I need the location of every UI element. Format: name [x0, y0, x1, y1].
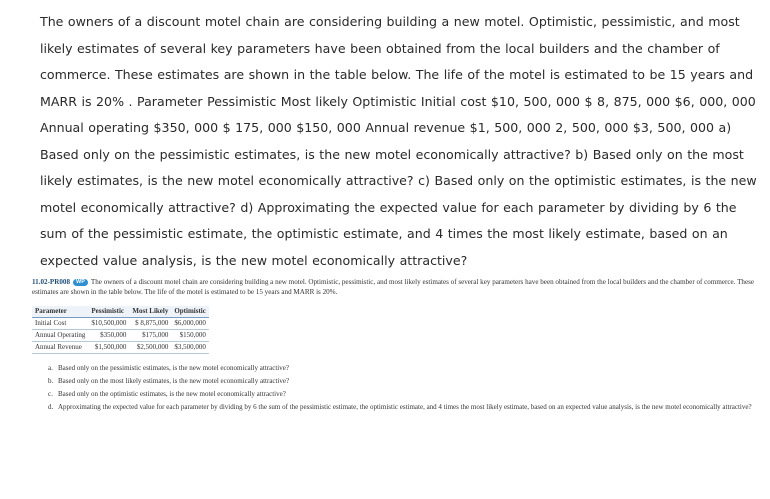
- sub-question: [48, 364, 760, 373]
- table-row: [32, 318, 209, 330]
- row-label: Initial Cost: [32, 318, 88, 330]
- problem-intro-text: The owners of a discount motel chain are considering building a new motel. Optimistic, pessimistic, and most likely estimates of several key parameters have been obtained from the local builders and the chamber of commerce. These estimates are shown in the table below. The life of the motel is estimated to be 15 years and MARR is 20%.: [32, 278, 755, 296]
- table-row: [32, 342, 209, 354]
- question-text: The owners of a discount motel chain are considering building a new motel. Optimistic, pessimistic, and most likely estimates of several key parameters have been obtained from the local builders and the chamber of commerce. These estimates are shown in the table below. The life of the motel is estimated to be 15 years and MARR is 20% . Parameter Pessimistic Most likely Optimistic Initial cost $10, 500, 000 $ 8, 875, 000 $6, 000, 000 Annual operating $350, 000 $ 175, 000 $150, 000 Annual revenue $1, 500, 000 2, 500, 000 $3, 500, 000 a) Based only on the pessimistic estimates, is the new motel economically attractive? b) Based only on the most likely estimates, is the new motel economically attractive? c) Based only on the optimistic estimates, is the new motel economically attractive? d) Approximating the expected value for each parameter by dividing by 6 the sum of the pessimistic estimate, the optimistic estimate, and 4 times the most likely estimate, based on an expected value analysis, is the new motel economically attractive?: [40, 14, 757, 268]
- sub-question-text: Based only on the pessimistic estimates, is the new motel economically attractive?: [58, 364, 289, 372]
- header-optimistic: Optimistic: [171, 306, 209, 318]
- table-cell: $3,500,000: [171, 342, 209, 354]
- table-cell: $2,500,000: [129, 342, 171, 354]
- table-row: [32, 330, 209, 342]
- sub-question-list: [48, 364, 760, 416]
- parameter-table: [32, 306, 209, 354]
- row-label: Annual Revenue: [32, 342, 88, 354]
- table-cell: $175,000: [129, 330, 171, 342]
- row-label: Annual Operating: [32, 330, 88, 342]
- sub-question: [48, 403, 760, 412]
- problem-intro: [32, 278, 760, 297]
- sub-question-text: Based only on the most likely estimates, is the new motel economically attractive?: [58, 377, 290, 385]
- table-header-row: [32, 306, 209, 318]
- table-cell: $350,000: [88, 330, 129, 342]
- sub-question-letter: d.: [48, 403, 54, 411]
- sub-question-letter: a.: [48, 364, 53, 372]
- header-most-likely: Most Likely: [129, 306, 171, 318]
- table-cell: $150,000: [171, 330, 209, 342]
- sub-question-letter: b.: [48, 377, 54, 385]
- table-cell: $1,500,000: [88, 342, 129, 354]
- sub-question: [48, 390, 760, 399]
- header-pessimistic: Pessimistic: [88, 306, 129, 318]
- sub-question-text: Based only on the optimistic estimates, is the new motel economically attractive?: [58, 390, 286, 398]
- header-parameter: Parameter: [32, 306, 88, 318]
- problem-id: 11.02-PR008: [32, 278, 71, 286]
- sub-question-text: Approximating the expected value for each parameter by dividing by 6 the sum of the pessimistic estimate, the optimistic estimate, and 4 times the most likely estimate, based on an expected value analysis, is the new motel economically attractive?: [58, 403, 752, 411]
- sub-question: [48, 377, 760, 386]
- wp-badge: WP: [73, 279, 88, 286]
- table-cell: $ 8,875,000: [129, 318, 171, 330]
- table-cell: $10,500,000: [88, 318, 129, 330]
- table-cell: $6,000,000: [171, 318, 209, 330]
- textbook-excerpt: [32, 278, 760, 411]
- sub-question-letter: c.: [48, 390, 53, 398]
